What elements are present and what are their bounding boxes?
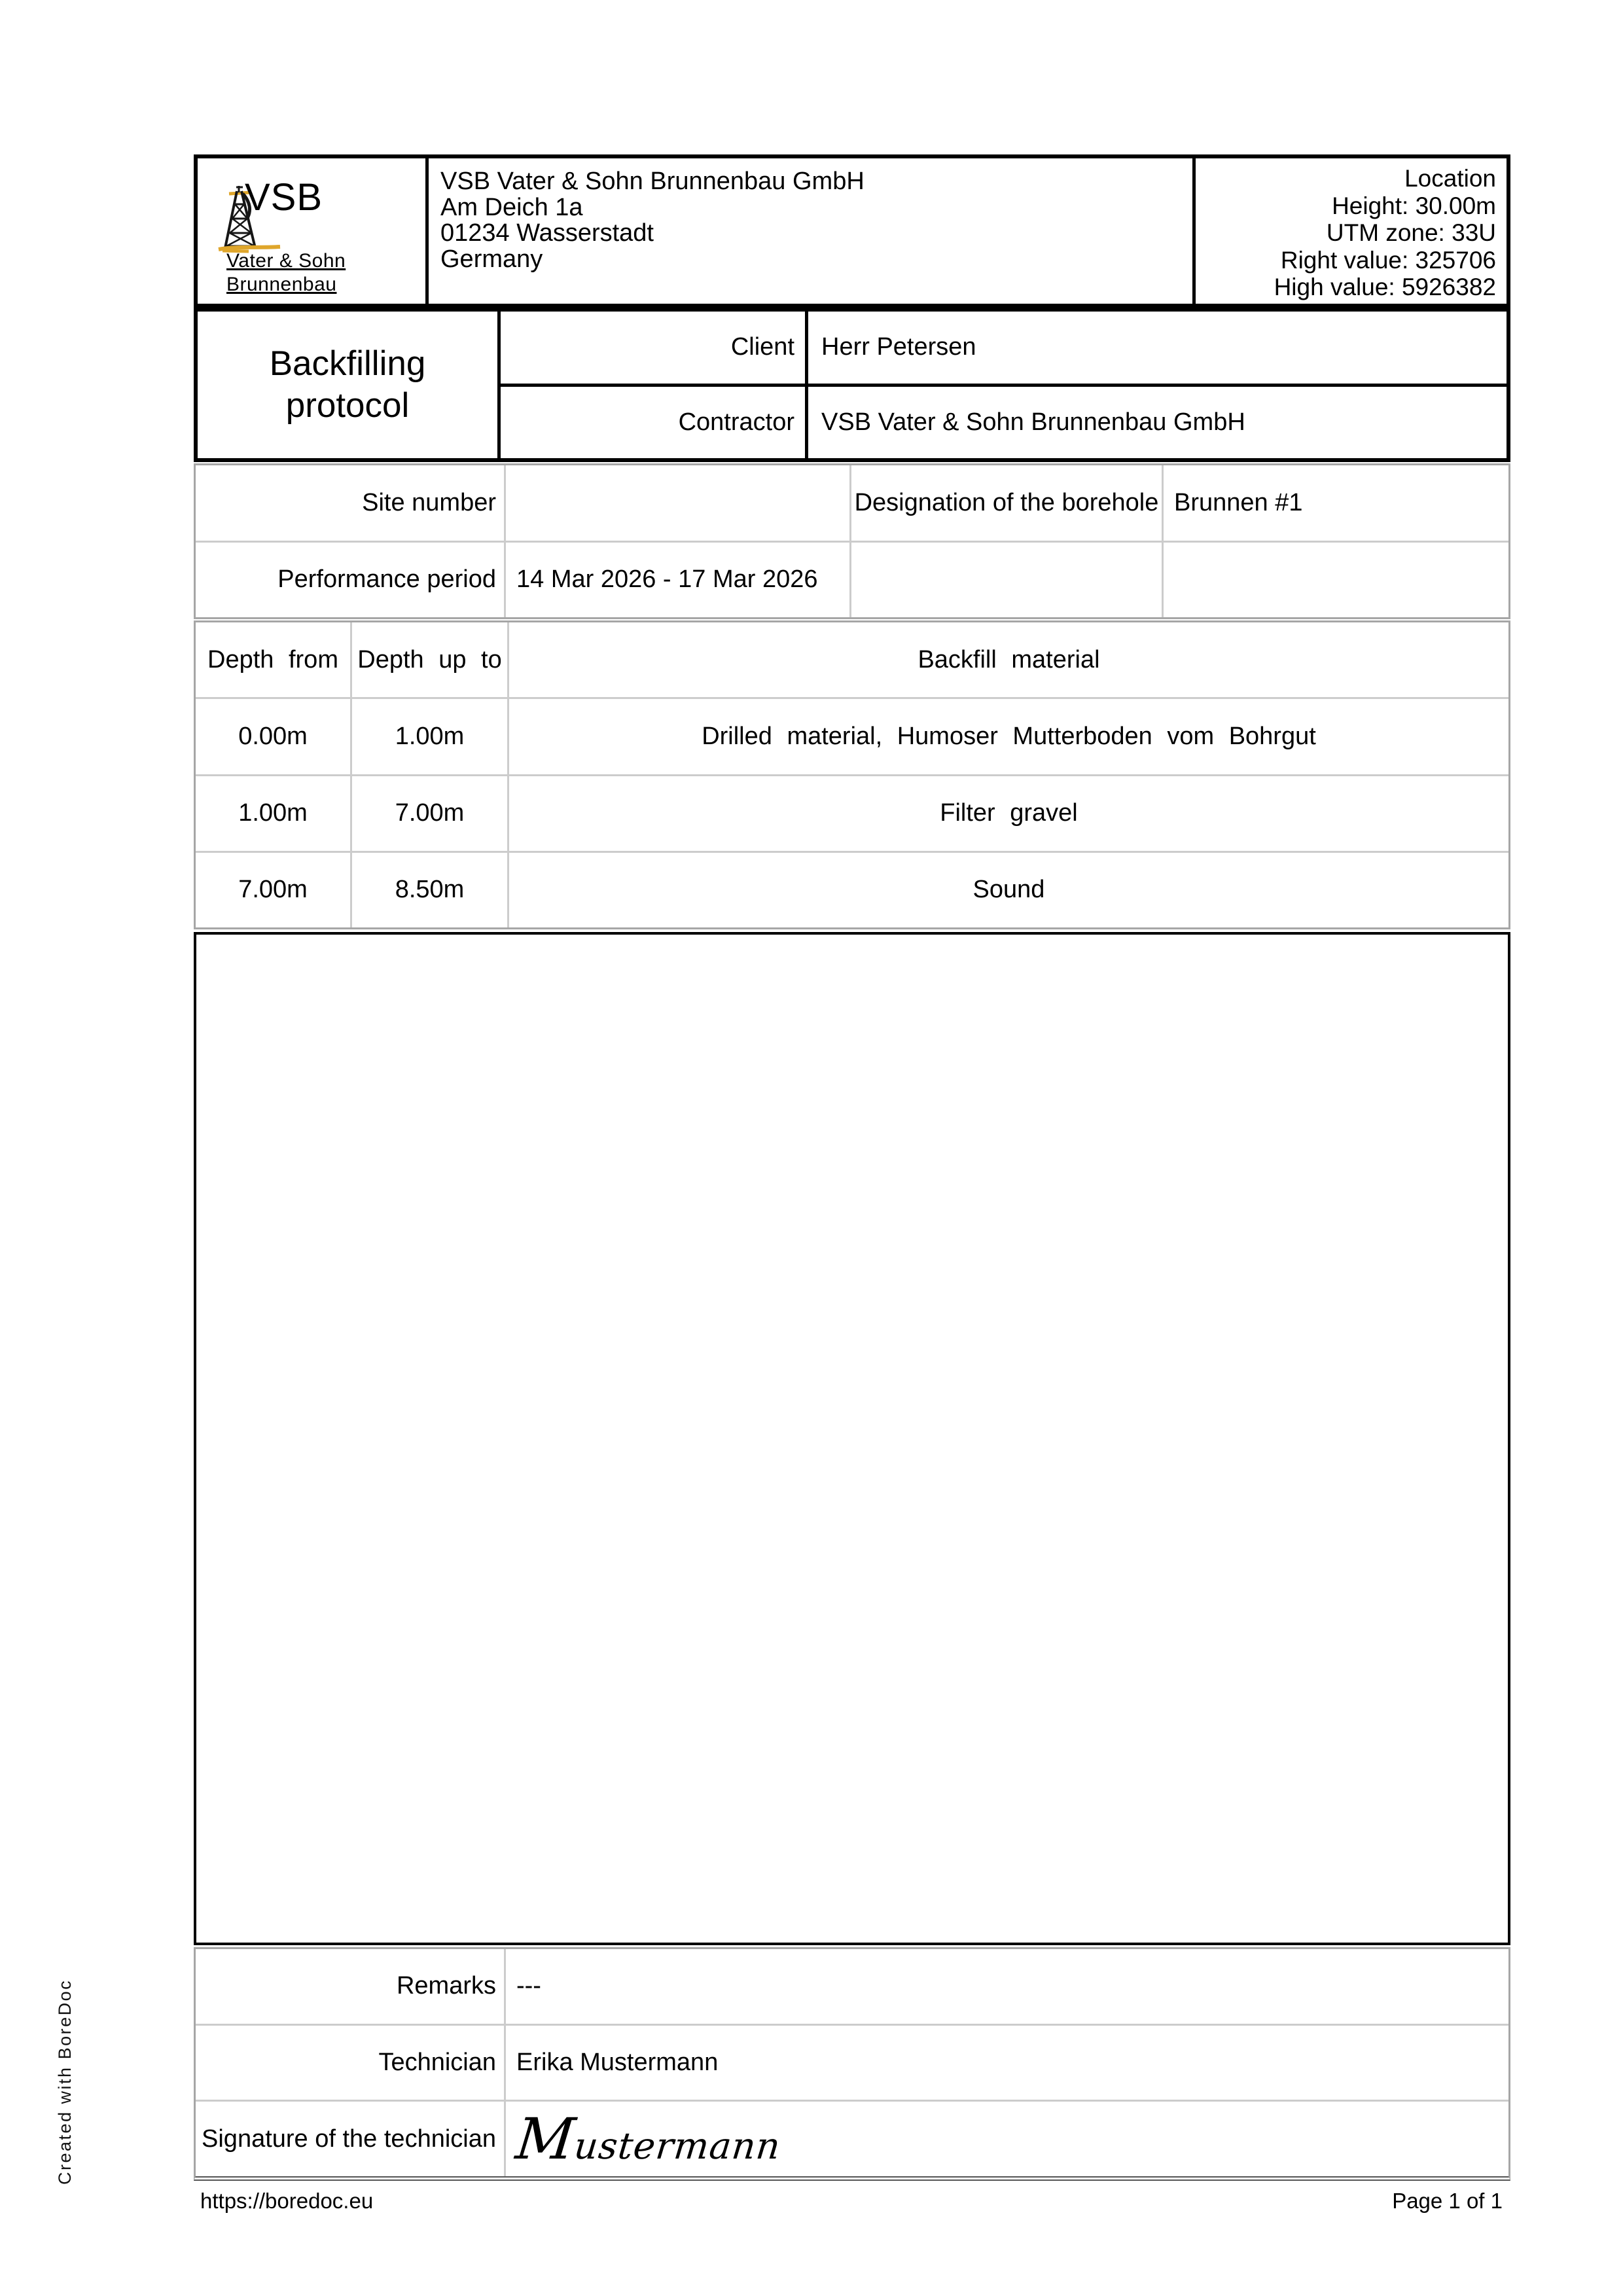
footer-page-number: Page 1 of 1 <box>1392 2189 1503 2213</box>
footer-url-link[interactable]: https://boredoc.eu <box>200 2189 374 2213</box>
remarks-value: --- <box>504 1949 1508 2024</box>
created-with-watermark: Created with BoreDoc <box>55 1979 75 2185</box>
material-value: Drilled material, Humoser Mutterboden vom Bohrgut <box>507 699 1508 774</box>
signoff-table <box>194 1947 1510 2181</box>
depth-to-value: 8.50m <box>350 853 507 927</box>
company-country: Germany <box>440 245 543 273</box>
depth-from-value: 7.00m <box>238 876 308 904</box>
location-high-value: High value: 5926382 <box>1274 274 1496 300</box>
document-title-line2: protocol <box>285 386 410 425</box>
column-header-depth-from: Depth from <box>207 645 338 673</box>
technician-signature: Mustermann <box>512 2106 783 2172</box>
depth-to-value: 7.00m <box>350 776 507 851</box>
location-title: Location <box>1404 165 1496 192</box>
table-row <box>196 851 1508 927</box>
site-info-table <box>194 463 1510 619</box>
column-header-depth-up-to: Depth up to <box>350 622 507 697</box>
table-row <box>196 465 1508 541</box>
depth-from-value: 0.00m <box>238 722 308 750</box>
technician-row <box>196 2024 1508 2100</box>
company-logo <box>198 158 425 304</box>
technician-value: Erika Mustermann <box>504 2026 1508 2100</box>
company-name: VSB Vater & Sohn Brunnenbau GmbH <box>440 168 865 195</box>
document-title <box>198 312 501 458</box>
signature-cell <box>504 2102 1508 2176</box>
empty-cell <box>1162 543 1508 618</box>
signature-label: Signature of the technician <box>202 2125 496 2153</box>
logo-abbreviation: VSB <box>245 176 323 219</box>
location-right-value: Right value: 325706 <box>1280 246 1496 274</box>
contractor-label: Contractor <box>501 387 808 459</box>
contractor-value: VSB Vater & Sohn Brunnenbau GmbH <box>821 408 1245 436</box>
client-label: Client <box>501 312 808 384</box>
table-row <box>196 774 1508 851</box>
company-city: 01234 Wasserstadt <box>440 219 654 247</box>
company-address-block <box>425 158 1192 304</box>
designation-value: Brunnen #1 <box>1162 465 1508 541</box>
protocol-table <box>194 308 1510 462</box>
remarks-label: Remarks <box>396 1972 496 2000</box>
designation-label: Designation of the borehole <box>849 465 1162 541</box>
contractor-row <box>501 384 1507 459</box>
material-value: Sound <box>507 853 1508 927</box>
backfill-header-row <box>196 622 1508 697</box>
document-title-line1: Backfilling <box>269 344 426 383</box>
site-number-value <box>504 465 849 541</box>
client-row <box>501 312 1507 384</box>
empty-content-box <box>194 932 1510 1945</box>
performance-period-label: Performance period <box>277 565 496 594</box>
depth-to-value: 1.00m <box>350 699 507 774</box>
empty-cell <box>849 543 1162 618</box>
company-street: Am Deich 1a <box>440 193 583 221</box>
remarks-row <box>196 1949 1508 2024</box>
table-row <box>196 541 1508 618</box>
performance-period-value: 14 Mar 2026 - 17 Mar 2026 <box>504 543 849 618</box>
technician-label: Technician <box>378 2049 496 2076</box>
depth-from-value: 1.00m <box>238 799 308 827</box>
client-value: Herr Petersen <box>821 333 976 361</box>
location-height: Height: 30.00m <box>1332 192 1496 219</box>
signature-row <box>196 2100 1508 2176</box>
location-utm-zone: UTM zone: 33U <box>1326 219 1496 246</box>
logo-subtitle-2: Brunnenbau <box>226 274 337 295</box>
site-number-label: Site number <box>362 488 496 516</box>
material-value: Filter gravel <box>507 776 1508 851</box>
logo-subtitle-1: Vater & Sohn <box>226 250 346 272</box>
backfill-table <box>194 620 1510 929</box>
column-header-material: Backfill material <box>507 622 1508 697</box>
header-table <box>194 154 1510 308</box>
table-row <box>196 697 1508 774</box>
location-block <box>1192 158 1507 304</box>
